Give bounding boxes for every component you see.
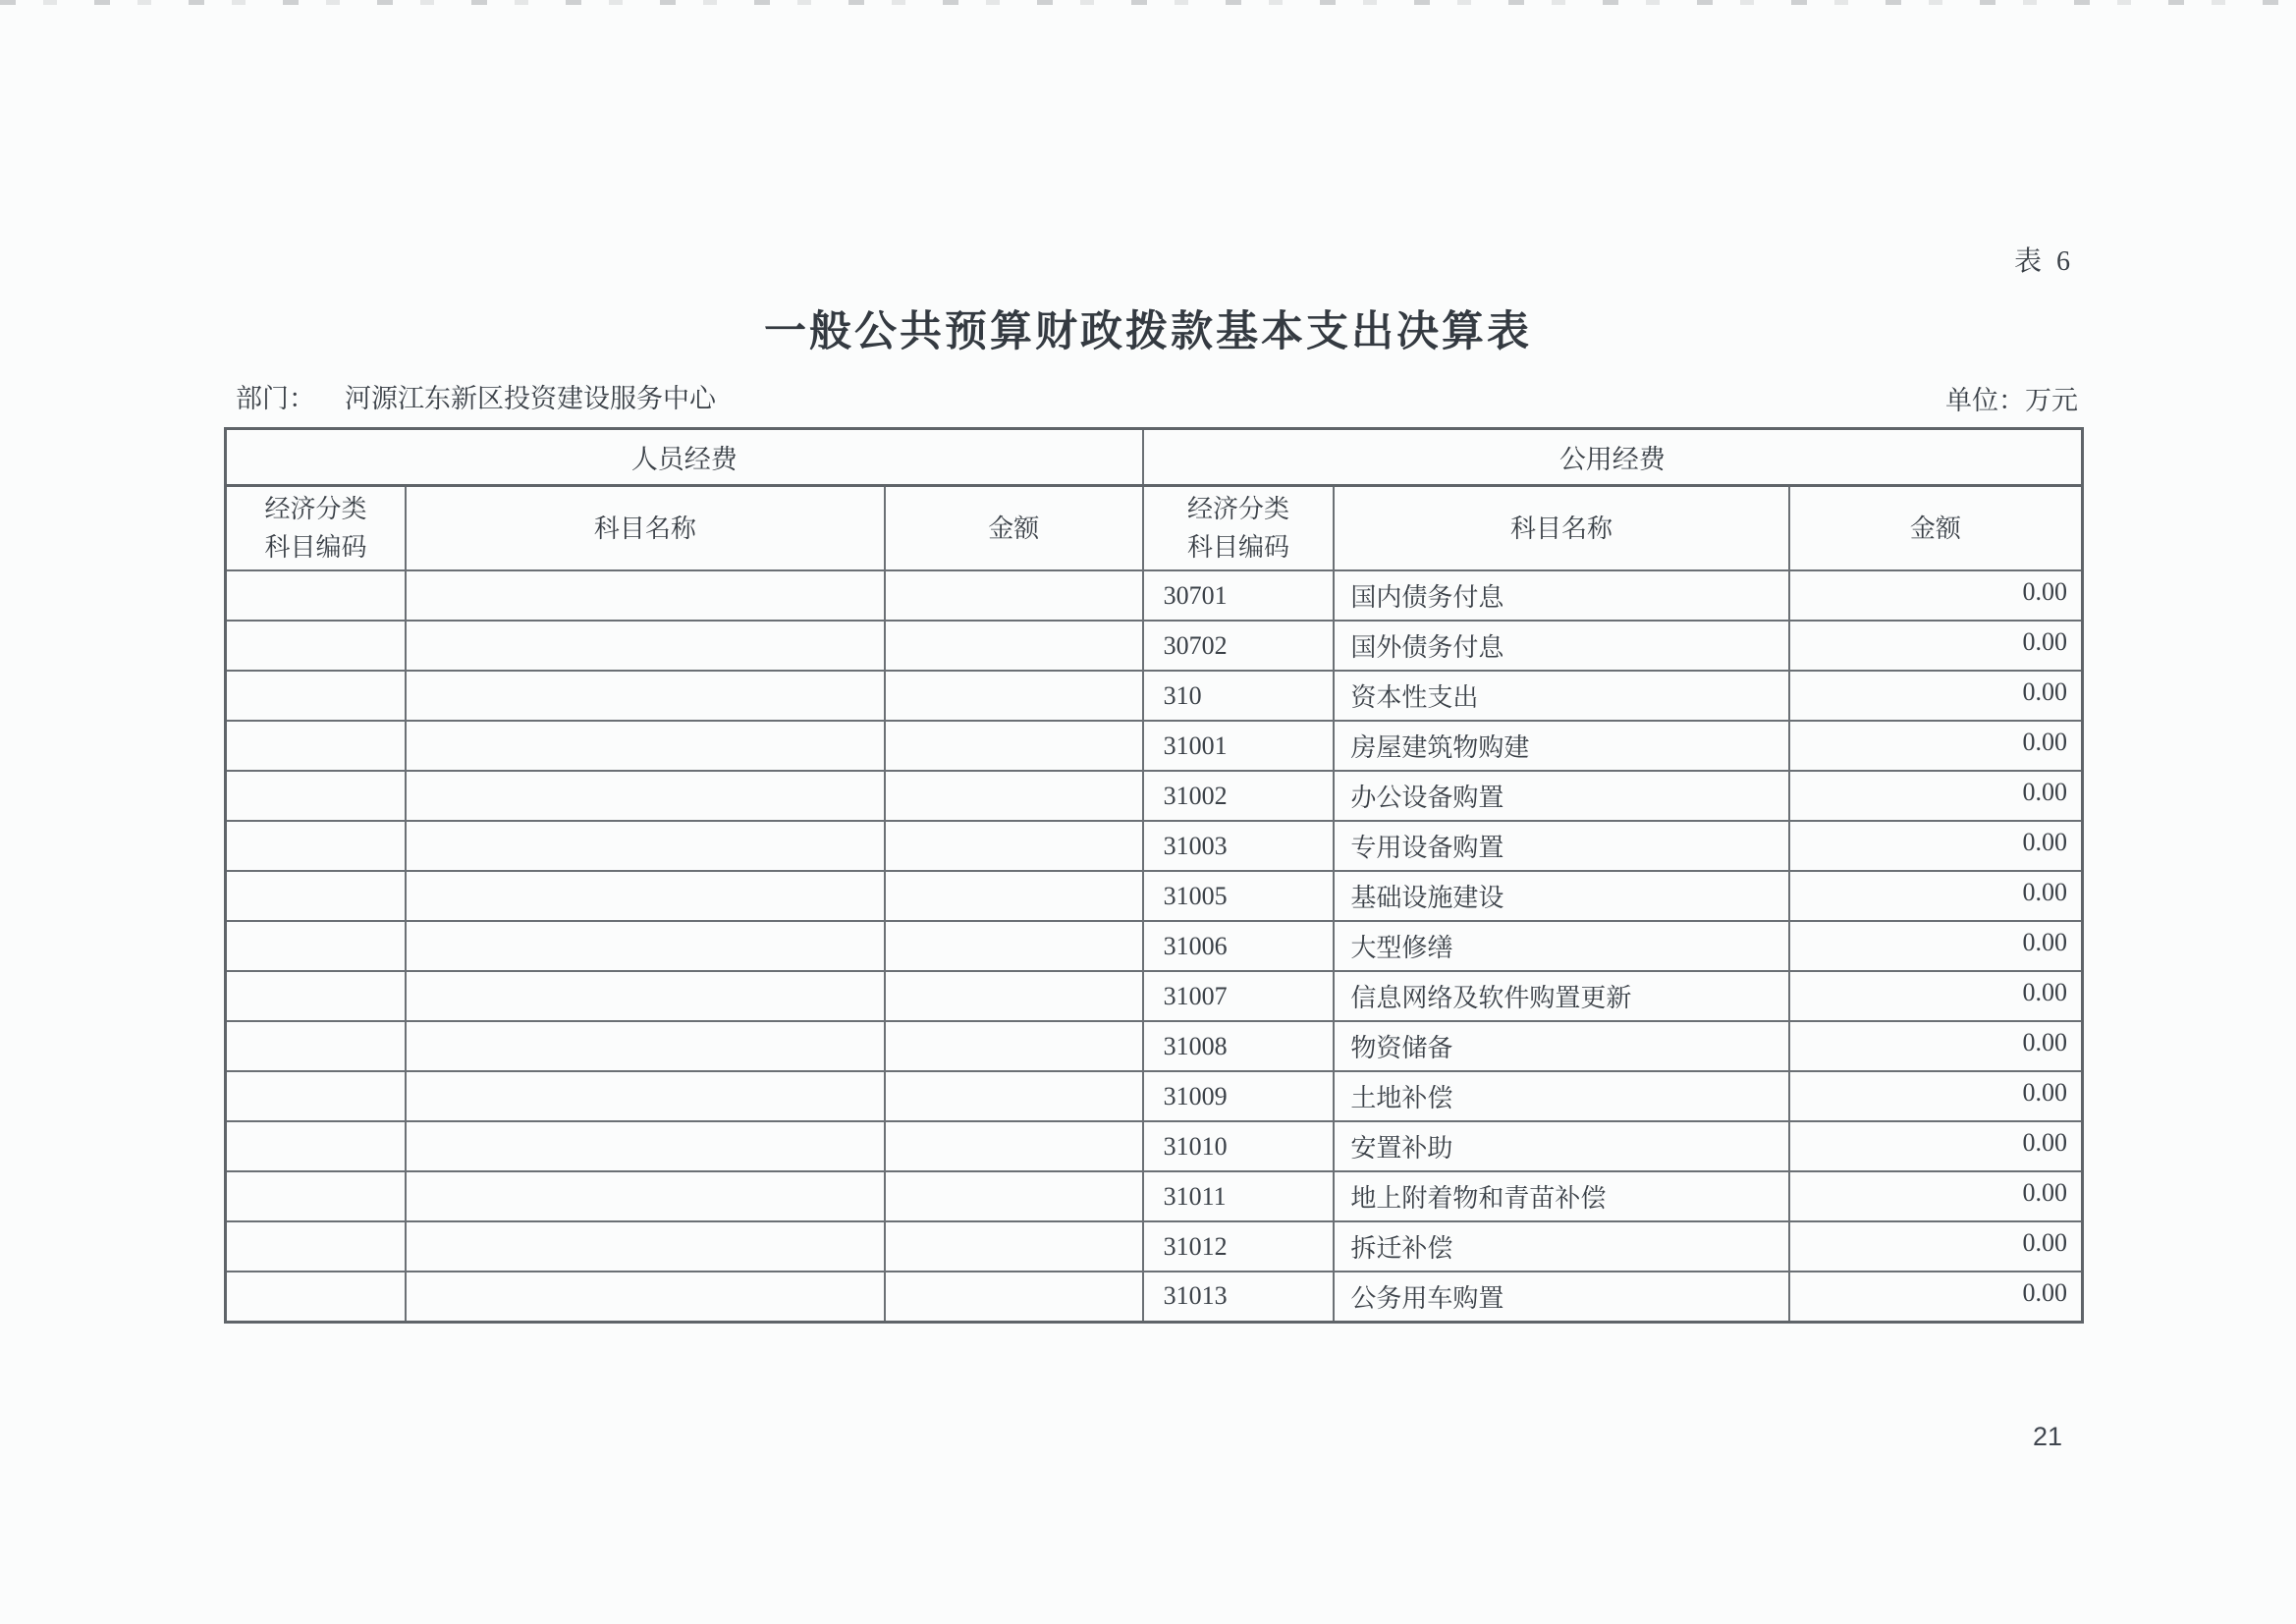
table-row: [226, 721, 2083, 771]
table-row: [226, 1171, 2083, 1221]
table-row: [226, 570, 2083, 621]
left-name-cell: [406, 771, 885, 821]
right-code-cell: 31012: [1143, 1221, 1335, 1272]
table-row: [226, 671, 2083, 721]
department-line: [236, 377, 716, 415]
right-code-cell: 31011: [1143, 1171, 1335, 1221]
section-title-public: 公用经费: [1143, 429, 2083, 486]
table-row: [226, 1121, 2083, 1171]
table-row: [226, 821, 2083, 871]
left-name-cell: [406, 570, 885, 621]
left-amount-cell: [885, 771, 1143, 821]
right-amount-cell: 0.00: [1789, 671, 2083, 721]
table-row: [226, 621, 2083, 671]
right-amount-cell: 0.00: [1789, 1171, 2083, 1221]
right-code-cell: 31010: [1143, 1121, 1335, 1171]
right-name-cell: 办公设备购置: [1334, 771, 1788, 821]
right-amount-cell: 0.00: [1789, 570, 2083, 621]
table-row: [226, 1071, 2083, 1121]
right-name-cell: 国外债务付息: [1334, 621, 1788, 671]
scan-artifact-strip: [0, 0, 2296, 5]
left-name-column-header: 科目名称: [406, 486, 885, 571]
left-amount-cell: [885, 570, 1143, 621]
left-code-cell: [226, 1121, 406, 1171]
left-code-cell: [226, 1272, 406, 1322]
left-amount-cell: [885, 821, 1143, 871]
unit-note: 单位：万元: [1945, 386, 2078, 415]
left-code-cell: [226, 1221, 406, 1272]
left-code-cell: [226, 1021, 406, 1071]
left-amount-cell: [885, 1021, 1143, 1071]
left-code-cell: [226, 821, 406, 871]
right-amount-cell: 0.00: [1789, 1221, 2083, 1272]
left-amount-cell: [885, 971, 1143, 1021]
table-row: [226, 871, 2083, 921]
table-body: [226, 570, 2083, 1322]
right-amount-cell: 0.00: [1789, 821, 2083, 871]
left-code-cell: [226, 1071, 406, 1121]
right-amount-cell: 0.00: [1789, 921, 2083, 971]
left-amount-cell: [885, 921, 1143, 971]
right-code-cell: 31008: [1143, 1021, 1335, 1071]
page-number: 21: [2032, 1422, 2062, 1451]
table-row: [226, 921, 2083, 971]
left-amount-cell: [885, 1071, 1143, 1121]
code-header-line2: 科目编码: [264, 533, 367, 562]
sheet-label: 表 6: [2013, 246, 2074, 277]
left-name-cell: [406, 1071, 885, 1121]
left-name-cell: [406, 1171, 885, 1221]
right-name-cell: 公务用车购置: [1334, 1272, 1788, 1322]
left-amount-cell: [885, 871, 1143, 921]
left-amount-cell: [885, 621, 1143, 671]
right-name-cell: 土地补偿: [1334, 1071, 1788, 1121]
right-name-cell: 地上附着物和青苗补偿: [1334, 1171, 1788, 1221]
right-name-cell: 拆迁补偿: [1334, 1221, 1788, 1272]
code-header-line1: 经济分类: [264, 495, 367, 523]
left-code-cell: [226, 570, 406, 621]
right-name-cell: 专用设备购置: [1334, 821, 1788, 871]
right-code-cell: 31007: [1143, 971, 1335, 1021]
left-code-cell: [226, 871, 406, 921]
right-amount-cell: 0.00: [1789, 971, 2083, 1021]
left-amount-cell: [885, 721, 1143, 771]
right-name-cell: 基础设施建设: [1334, 871, 1788, 921]
left-name-cell: [406, 971, 885, 1021]
left-code-cell: [226, 921, 406, 971]
table-row: [226, 1021, 2083, 1071]
left-name-cell: [406, 1021, 885, 1071]
right-name-cell: 信息网络及软件购置更新: [1334, 971, 1788, 1021]
page-title: 一般公共预算财政拨款基本支出决算表: [764, 308, 1532, 355]
left-name-cell: [406, 921, 885, 971]
right-code-cell: 31003: [1143, 821, 1335, 871]
right-amount-cell: 0.00: [1789, 1021, 2083, 1071]
right-name-cell: 房屋建筑物购建: [1334, 721, 1788, 771]
table-row: [226, 1221, 2083, 1272]
left-name-cell: [406, 621, 885, 671]
column-header-row: [226, 486, 2083, 571]
right-amount-cell: 0.00: [1789, 771, 2083, 821]
right-code-cell: 31001: [1143, 721, 1335, 771]
left-name-cell: [406, 821, 885, 871]
code-header-line2: 科目编码: [1187, 533, 1290, 562]
section-title-personnel: 人员经费: [226, 429, 1143, 486]
left-amount-cell: [885, 1221, 1143, 1272]
left-code-column-header: [226, 486, 406, 571]
right-name-cell: 资本性支出: [1334, 671, 1788, 721]
left-amount-column-header: 金额: [885, 486, 1143, 571]
code-header-line1: 经济分类: [1187, 495, 1290, 523]
budget-table: [224, 427, 2084, 1324]
department-name: 河源江东新区投资建设服务中心: [345, 384, 716, 413]
right-code-cell: 31006: [1143, 921, 1335, 971]
right-amount-cell: 0.00: [1789, 871, 2083, 921]
table-row: [226, 1272, 2083, 1322]
left-code-cell: [226, 621, 406, 671]
left-code-cell: [226, 971, 406, 1021]
right-name-column-header: 科目名称: [1334, 486, 1788, 571]
right-code-cell: 31013: [1143, 1272, 1335, 1322]
right-code-cell: 30701: [1143, 570, 1335, 621]
right-code-cell: 31002: [1143, 771, 1335, 821]
right-name-cell: 安置补助: [1334, 1121, 1788, 1171]
left-name-cell: [406, 1221, 885, 1272]
right-name-cell: 物资储备: [1334, 1021, 1788, 1071]
right-code-cell: 310: [1143, 671, 1335, 721]
section-header-row: [226, 429, 2083, 486]
left-name-cell: [406, 1272, 885, 1322]
right-code-cell: 31005: [1143, 871, 1335, 921]
left-amount-cell: [885, 671, 1143, 721]
left-amount-cell: [885, 1121, 1143, 1171]
left-name-cell: [406, 871, 885, 921]
right-code-column-header: [1143, 486, 1335, 571]
right-amount-column-header: 金额: [1789, 486, 2083, 571]
department-label: 部门：: [236, 384, 315, 413]
table-row: [226, 771, 2083, 821]
left-amount-cell: [885, 1272, 1143, 1322]
right-name-cell: 大型修缮: [1334, 921, 1788, 971]
left-amount-cell: [885, 1171, 1143, 1221]
right-amount-cell: 0.00: [1789, 621, 2083, 671]
right-code-cell: 31009: [1143, 1071, 1335, 1121]
table-row: [226, 971, 2083, 1021]
right-amount-cell: 0.00: [1789, 1272, 2083, 1322]
right-amount-cell: 0.00: [1789, 1121, 2083, 1171]
left-name-cell: [406, 671, 885, 721]
left-name-cell: [406, 721, 885, 771]
left-code-cell: [226, 721, 406, 771]
right-code-cell: 30702: [1143, 621, 1335, 671]
left-code-cell: [226, 1171, 406, 1221]
left-code-cell: [226, 771, 406, 821]
left-name-cell: [406, 1121, 885, 1171]
right-amount-cell: 0.00: [1789, 1071, 2083, 1121]
left-code-cell: [226, 671, 406, 721]
right-amount-cell: 0.00: [1789, 721, 2083, 771]
right-name-cell: 国内债务付息: [1334, 570, 1788, 621]
